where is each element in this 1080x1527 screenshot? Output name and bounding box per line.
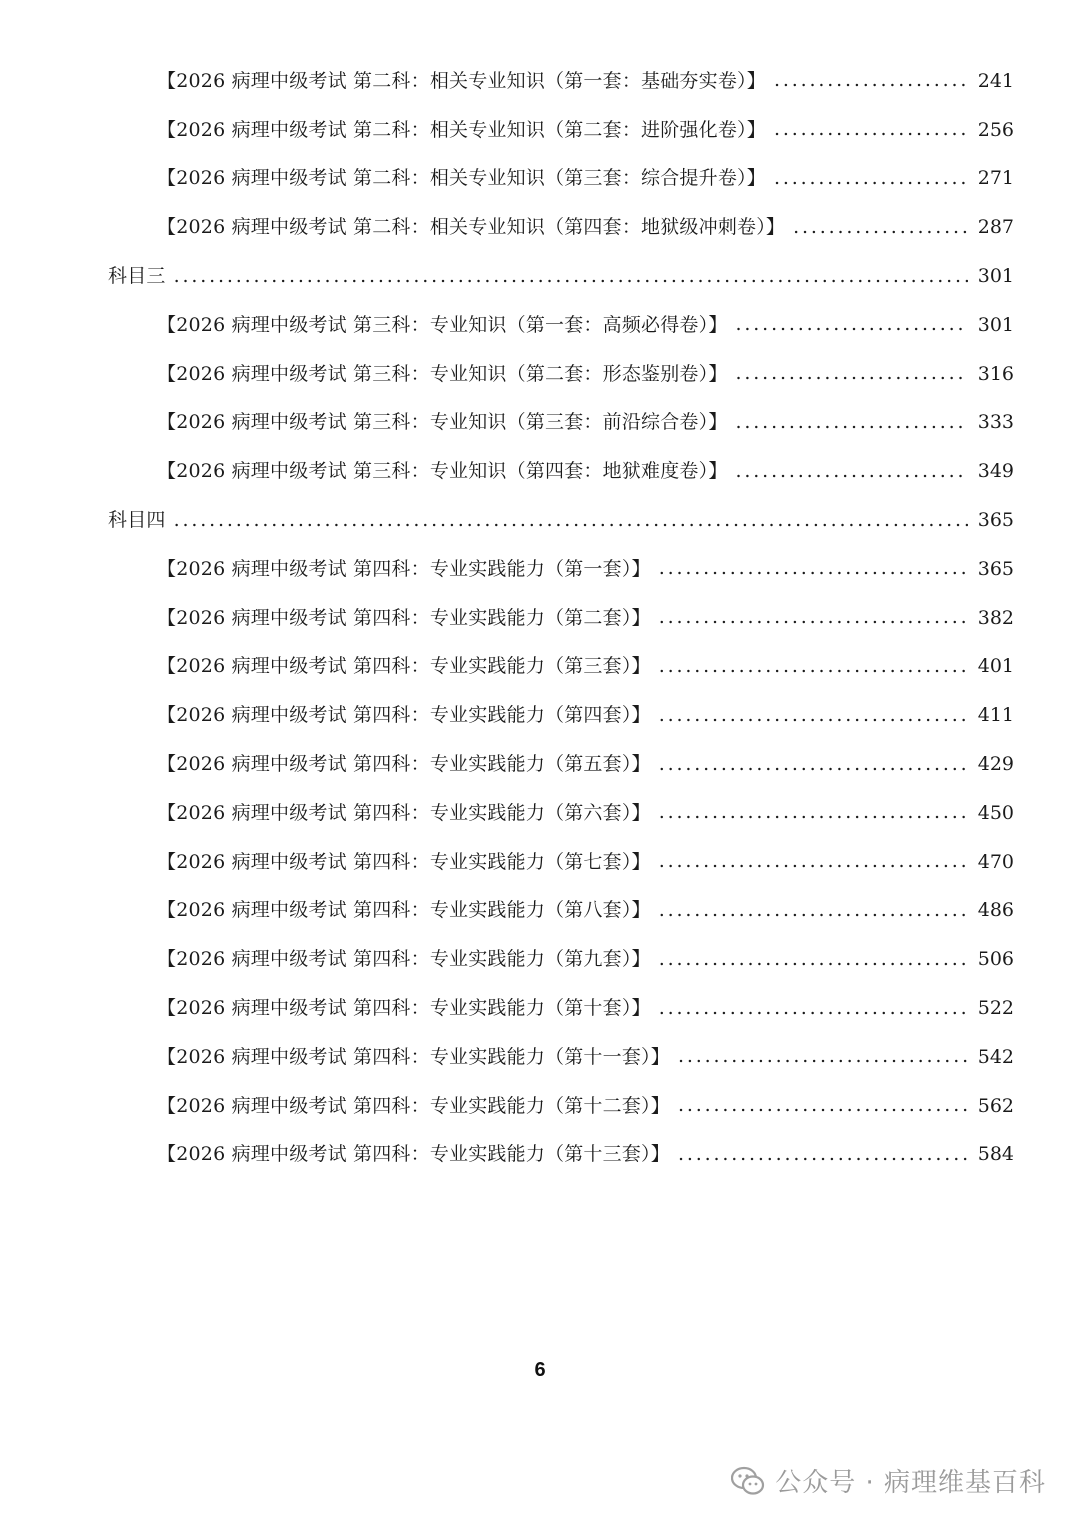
- toc-dot-leader: [678, 1046, 968, 1068]
- toc-entry-page: 429: [977, 753, 1014, 776]
- toc-entry-page: 382: [977, 606, 1014, 629]
- toc-entry-page: 349: [977, 460, 1014, 483]
- toc-entry-title: 【2026 病理中级考试 第四科：专业实践能力（第九套）】: [157, 948, 651, 971]
- toc-entry-page: 542: [977, 1045, 1014, 1068]
- toc-dot-leader: [774, 168, 968, 190]
- toc-dot-leader: [736, 412, 968, 434]
- toc-entry[interactable]: [0, 789, 1080, 838]
- toc-dot-leader: [678, 1095, 968, 1117]
- toc-entry-page: 411: [977, 704, 1014, 727]
- toc-dot-leader: [774, 70, 968, 92]
- toc-entry-title: 【2026 病理中级考试 第三科：专业知识（第二套：形态鉴别卷）】: [157, 362, 728, 385]
- toc-entry-title: 【2026 病理中级考试 第四科：专业实践能力（第六套）】: [157, 801, 651, 824]
- toc-entry-page: 584: [977, 1143, 1014, 1166]
- toc-dot-leader: [659, 851, 968, 873]
- toc-section-heading[interactable]: [0, 496, 1080, 545]
- toc-entry-page: 486: [977, 899, 1014, 922]
- toc-entry-title: 【2026 病理中级考试 第三科：专业知识（第一套：高频必得卷）】: [157, 313, 728, 336]
- toc-dot-leader: [678, 1144, 968, 1166]
- toc-dot-leader: [174, 266, 968, 288]
- toc-entry-title: 【2026 病理中级考试 第二科：相关专业知识（第二套：进阶强化卷）】: [157, 118, 766, 141]
- toc-entry-title: 【2026 病理中级考试 第四科：专业实践能力（第十三套）】: [157, 1143, 670, 1166]
- watermark-text: 公众号 · 病理维基百科: [775, 1468, 1046, 1498]
- toc-entry[interactable]: [0, 399, 1080, 448]
- toc-dot-leader: [659, 754, 968, 776]
- toc-dot-leader: [774, 119, 968, 141]
- toc-dot-leader: [659, 949, 968, 971]
- toc-dot-leader: [659, 998, 968, 1020]
- toc-entry[interactable]: [0, 887, 1080, 936]
- page-number: 6: [534, 1359, 546, 1381]
- toc-entry-title: 【2026 病理中级考试 第四科：专业实践能力（第三套）】: [157, 655, 651, 678]
- toc-dot-leader: [659, 802, 968, 824]
- toc-entry-title: 【2026 病理中级考试 第四科：专业实践能力（第二套）】: [157, 606, 651, 629]
- toc-entry[interactable]: [0, 691, 1080, 740]
- toc-entry-title: 【2026 病理中级考试 第四科：专业实践能力（第十二套）】: [157, 1094, 670, 1117]
- toc-entry[interactable]: [0, 301, 1080, 350]
- toc-entry-page: 256: [977, 118, 1014, 141]
- toc-entry[interactable]: [0, 350, 1080, 399]
- toc-entry-title: 【2026 病理中级考试 第二科：相关专业知识（第四套：地狱级冲刺卷）】: [157, 216, 786, 239]
- toc-entry-title: 【2026 病理中级考试 第四科：专业实践能力（第十一套）】: [157, 1045, 670, 1068]
- toc-entry[interactable]: [0, 1033, 1080, 1082]
- toc-entry-page: 287: [977, 216, 1014, 239]
- toc-entry-page: 401: [977, 655, 1014, 678]
- toc-entry-page: 365: [977, 557, 1014, 580]
- toc-entry-page: 316: [977, 362, 1014, 385]
- watermark: [731, 1462, 1046, 1499]
- toc-entry-page: 271: [977, 167, 1014, 190]
- toc-entry[interactable]: [0, 106, 1080, 155]
- toc-dot-leader: [659, 900, 968, 922]
- toc-entry-page: 470: [977, 850, 1014, 873]
- toc-entry-page: 562: [977, 1094, 1014, 1117]
- toc-section-title: 科目三: [108, 265, 166, 288]
- toc-entry-title: 【2026 病理中级考试 第三科：专业知识（第三套：前沿综合卷）】: [157, 411, 728, 434]
- toc-dot-leader: [659, 558, 968, 580]
- toc-entry[interactable]: [0, 984, 1080, 1033]
- toc-entry-page: 522: [977, 997, 1014, 1020]
- toc-entry[interactable]: [0, 643, 1080, 692]
- toc-entry[interactable]: [0, 1131, 1080, 1180]
- toc-entry-title: 【2026 病理中级考试 第四科：专业实践能力（第五套）】: [157, 753, 651, 776]
- toc-entry[interactable]: [0, 57, 1080, 106]
- toc-dot-leader: [659, 656, 968, 678]
- toc-entry-title: 【2026 病理中级考试 第二科：相关专业知识（第一套：基础夯实卷）】: [157, 69, 766, 92]
- toc-entry-title: 【2026 病理中级考试 第四科：专业实践能力（第八套）】: [157, 899, 651, 922]
- toc-dot-leader: [174, 510, 968, 532]
- toc-entry-page: 241: [977, 69, 1014, 92]
- toc-section-page: 301: [977, 265, 1014, 288]
- wechat-icon: [731, 1466, 765, 1496]
- toc-entry[interactable]: [0, 935, 1080, 984]
- toc-entry[interactable]: [0, 203, 1080, 252]
- toc-entry[interactable]: [0, 740, 1080, 789]
- toc-dot-leader: [659, 705, 968, 727]
- toc-entry-title: 【2026 病理中级考试 第四科：专业实践能力（第七套）】: [157, 850, 651, 873]
- toc-entry[interactable]: [0, 838, 1080, 887]
- toc-entry-title: 【2026 病理中级考试 第四科：专业实践能力（第四套）】: [157, 704, 651, 727]
- toc-entry[interactable]: [0, 447, 1080, 496]
- toc-entry[interactable]: [0, 155, 1080, 204]
- toc-entry-page: 301: [977, 313, 1014, 336]
- toc-dot-leader: [736, 461, 968, 483]
- toc-entry-page: 450: [977, 801, 1014, 824]
- toc-section-title: 科目四: [108, 509, 166, 532]
- toc-dot-leader: [659, 607, 968, 629]
- toc-entry-page: 333: [977, 411, 1014, 434]
- toc-dot-leader: [736, 363, 968, 385]
- toc-dot-leader: [736, 314, 968, 336]
- table-of-contents: [0, 57, 1080, 1179]
- toc-section-heading[interactable]: [0, 252, 1080, 301]
- toc-entry-title: 【2026 病理中级考试 第四科：专业实践能力（第一套）】: [157, 557, 651, 580]
- toc-section-page: 365: [977, 509, 1014, 532]
- toc-entry-title: 【2026 病理中级考试 第二科：相关专业知识（第三套：综合提升卷）】: [157, 167, 766, 190]
- toc-entry[interactable]: [0, 545, 1080, 594]
- toc-entry[interactable]: [0, 1082, 1080, 1131]
- toc-entry-title: 【2026 病理中级考试 第四科：专业实践能力（第十套）】: [157, 997, 651, 1020]
- toc-dot-leader: [793, 217, 968, 239]
- toc-entry[interactable]: [0, 594, 1080, 643]
- toc-entry-title: 【2026 病理中级考试 第三科：专业知识（第四套：地狱难度卷）】: [157, 460, 728, 483]
- toc-entry-page: 506: [977, 948, 1014, 971]
